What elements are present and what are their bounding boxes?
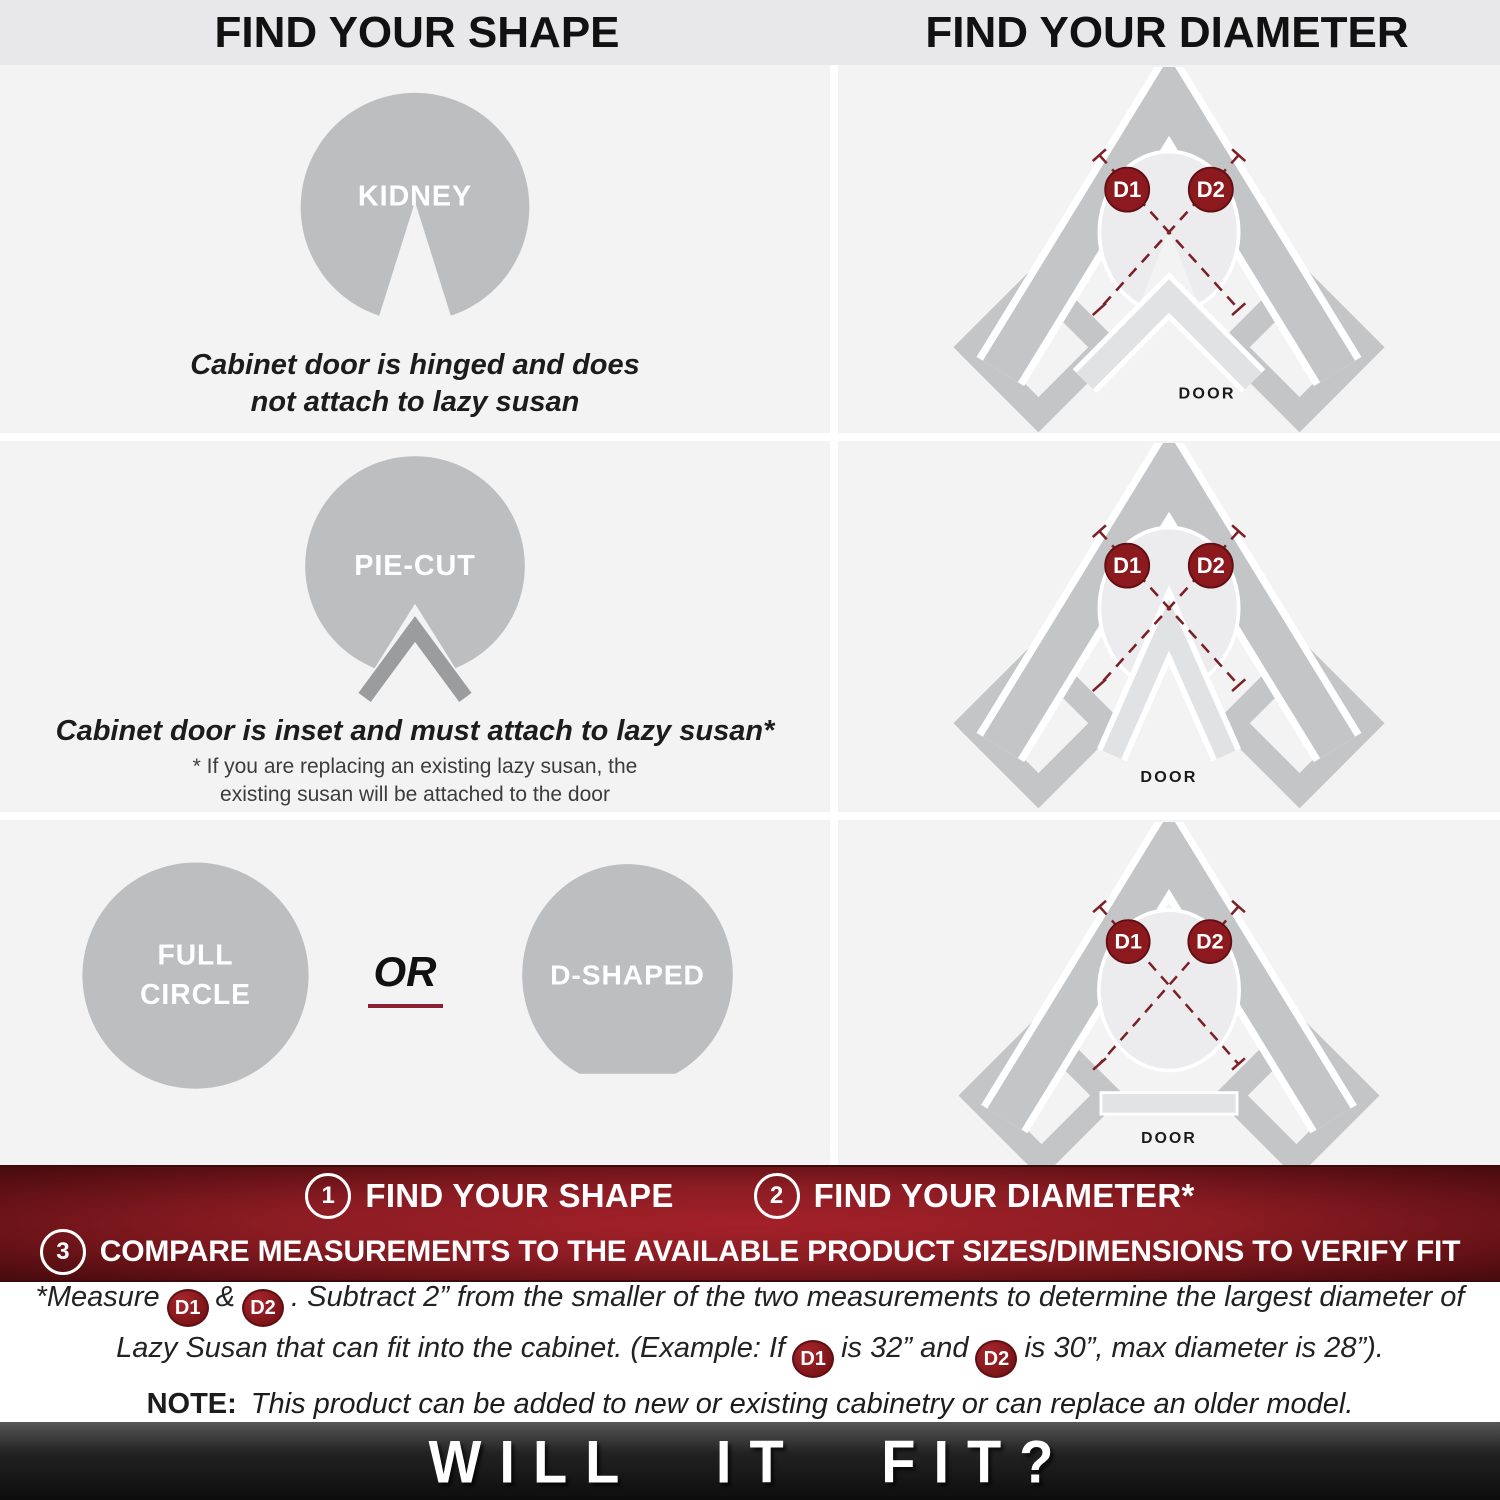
header-band xyxy=(0,0,1500,65)
step-1 xyxy=(305,1173,673,1219)
diameter-column-header: FIND YOUR DIAMETER xyxy=(925,7,1409,57)
d1-badge xyxy=(1105,168,1149,212)
footer-title: WILL IT FIT? xyxy=(428,1426,1072,1496)
d2-badge xyxy=(1188,920,1231,963)
note-label: NOTE: xyxy=(146,1388,237,1420)
door-label: DOOR xyxy=(1140,767,1198,786)
step-1-text: FIND YOUR SHAPE xyxy=(365,1176,674,1214)
d-shaped-shape-graphic xyxy=(510,862,745,1088)
svg-text:D2: D2 xyxy=(1196,552,1225,578)
d2-badge xyxy=(1189,168,1233,212)
diameter-diagram-panel-piecut xyxy=(838,441,1500,812)
circle-dshape-panel xyxy=(0,820,830,1165)
step-2-text: FIND YOUR DIAMETER* xyxy=(813,1176,1195,1214)
svg-text:D1: D1 xyxy=(1114,929,1142,954)
kidney-caption: Cabinet door is hinged and does not attach to lazy susan xyxy=(190,349,640,419)
footer-banner xyxy=(0,1422,1500,1500)
pie-cut-footnote: * If you are replacing an existing lazy susan, the existing susan will be attached to the door xyxy=(192,755,638,806)
pie-cut-shape-label: PIE-CUT xyxy=(354,550,476,582)
svg-text:D1: D1 xyxy=(1113,176,1142,202)
pie-cut-shape-panel xyxy=(0,441,830,812)
svg-text:D2: D2 xyxy=(1196,176,1225,202)
steps-banner xyxy=(0,1165,1500,1282)
kidney-shape-label: KIDNEY xyxy=(357,180,473,213)
pie-cut-shape-graphic xyxy=(289,449,541,728)
d1-badge xyxy=(1105,544,1149,588)
kidney-shape-panel xyxy=(0,65,830,433)
cabinet-diagram-circle xyxy=(954,822,1384,1180)
d-shaped-label: D-SHAPED xyxy=(550,958,705,991)
door-label: DOOR xyxy=(1178,384,1236,403)
full-circle-shape-graphic xyxy=(73,855,318,1100)
full-circle-label-line2: CIRCLE xyxy=(140,977,251,1010)
step-2 xyxy=(754,1173,1195,1219)
measure-note-section xyxy=(0,1281,1500,1420)
step-1-number: 1 xyxy=(305,1173,351,1219)
note-text: This product can be added to new or existing cabinetry or can replace an older model. xyxy=(250,1388,1354,1420)
d1-inline-badge: D1 xyxy=(792,1340,834,1378)
diameter-diagram-panel-kidney xyxy=(838,65,1500,433)
d2-badge xyxy=(1189,544,1233,588)
full-circle-label-line1: FULL xyxy=(157,938,234,971)
step-2-number: 2 xyxy=(754,1173,800,1219)
or-label: OR xyxy=(368,948,443,1008)
d1-inline-badge: D1 xyxy=(167,1289,209,1327)
panel-grid xyxy=(0,65,1500,1165)
cabinet-diagram-kidney xyxy=(949,67,1389,434)
step-3-text: COMPARE MEASUREMENTS TO THE AVAILABLE PRODUCT SIZES/DIMENSIONS TO VERIFY FIT xyxy=(99,1234,1461,1268)
diameter-diagram-panel-circle xyxy=(838,820,1500,1165)
step-3-number: 3 xyxy=(40,1229,86,1275)
note-line xyxy=(147,1388,1354,1421)
door-label: DOOR xyxy=(1141,1129,1197,1147)
step-3 xyxy=(40,1229,1460,1275)
d2-inline-badge: D2 xyxy=(242,1289,284,1327)
cabinet-diagram-piecut xyxy=(949,443,1389,810)
svg-text:D1: D1 xyxy=(1113,552,1142,578)
shape-column-header: FIND YOUR SHAPE xyxy=(214,7,620,57)
d2-inline-badge: D2 xyxy=(975,1340,1017,1378)
d1-badge xyxy=(1107,920,1150,963)
measure-paragraph: *Measure D1 & D2 . Subtract 2” from the smaller of the two measurements to determine the largest diameter of Lazy Susan that can fit into the cabinet. (Example: If D1 is 32” and D2 is 30”, max diameter is 28”). xyxy=(15,1276,1485,1378)
svg-text:D2: D2 xyxy=(1196,929,1224,954)
pie-cut-caption: Cabinet door is inset and must attach to lazy susan* xyxy=(55,715,775,747)
kidney-shape-graphic xyxy=(289,83,541,344)
